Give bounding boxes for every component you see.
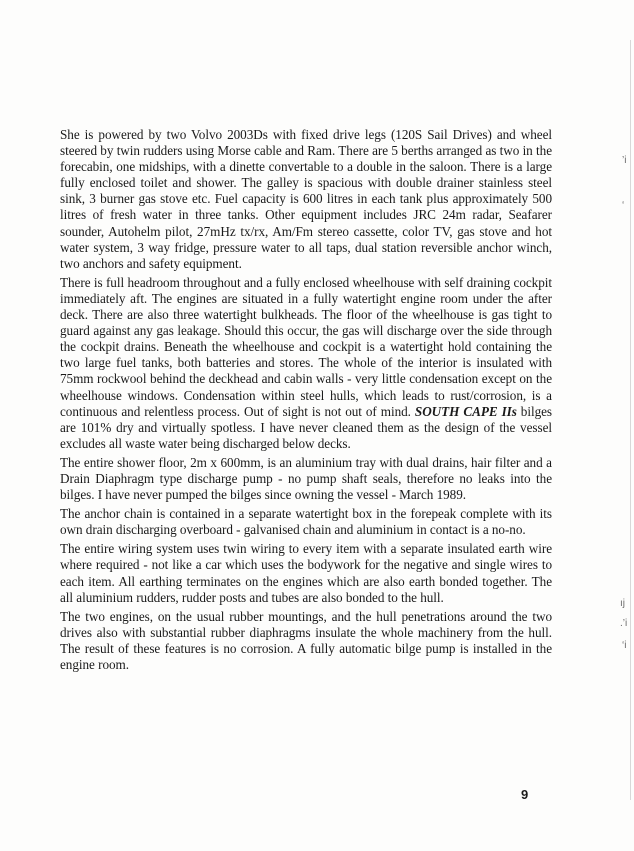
- paragraph-propulsion-accommodation: [60, 127, 552, 272]
- paragraph-wheelhouse-insulation: [60, 275, 552, 452]
- vessel-name: SOUTH CAPE IIs: [414, 403, 517, 419]
- paragraph-text: The entire wiring system uses twin wiring to every item with a separate insulated earth wire where required - not like a car which uses the bodywork for the negative and single wires to each item. All earthing terminates on the engines which are also earth bonded together. The all aluminium rudders, rudder posts and tubes are also bonded to the hull.: [60, 541, 552, 605]
- paragraph-text: The two engines, on the usual rubber mountings, and the hull penetrations around the two drives also with substantial rubber diaphragms insulate the whole machinery from the hull. The result of these features is no corrosion. A fully automatic bilge pump is installed in the engine room.: [60, 608, 552, 672]
- margin-mark: .’i: [620, 618, 628, 629]
- paragraph-wiring-system: [60, 541, 552, 605]
- paragraph-shower-floor: [60, 455, 552, 503]
- paragraph-engine-mountings: [60, 609, 552, 673]
- paragraph-text: There is full headroom throughout and a fully enclosed wheelhouse with self draining cockpit immediately aft. The engines are situated in a fully watertight engine room under the after deck. There are also three watertight bulkheads. The floor of the wheelhouse is gas tight to guard against any gas leakage. Should this occur, the gas will discharge over the side through the cockpit drains. Beneath the wheelhouse and cockpit is a watertight hold containing the two large fuel tanks, both batteries and stores. The whole of the interior is insulated with 75mm rockwool behind the deckhead and cabin walls - very little condensation except on the wheelhouse windows. Condensation within steel hulls, which leads to rust/corrosion, is a continuous and relentless process. Out of sight is not out of mind.: [60, 274, 552, 419]
- margin-mark: ‘: [622, 200, 625, 211]
- scan-edge-divider: [630, 40, 631, 800]
- margin-mark: ‘i: [622, 640, 627, 651]
- margin-mark: ıj: [620, 598, 625, 609]
- page-number: 9: [521, 787, 529, 802]
- paragraph-anchor-chain: [60, 506, 552, 538]
- body-text: [60, 127, 552, 676]
- paragraph-text: She is powered by two Volvo 2003Ds with fixed drive legs (120S Sail Drives) and wheel steered by twin rudders using Morse cable and Ram. There are 5 berths arranged as two in the forecabin, one midships, with a dinette convertable to a double in the saloon. There is a large fully enclosed toilet and shower. The galley is spacious with double drainer stainless steel sink, 3 burner gas stove etc. Fuel capacity is 600 litres in each tank plus approximately 500 litres of fresh water in three tanks. Other equipment includes JRC 24m radar, Seafarer sounder, Autohelm pilot, 27mHz tx/rx, Am/Fm stereo cassette, color TV, gas stove and hot water system, 3 way fridge, pressure water to all taps, dual station reversible anchor winch, two anchors and safety equipment.: [60, 127, 552, 271]
- paragraph-text: bilges are 101% dry and virtually spotless. I have never cleaned them as the design of the vessel excludes all waste water being discharged below decks.: [60, 403, 552, 451]
- paragraph-text: The anchor chain is contained in a separate watertight box in the forepeak complete with its own drain discharging overboard - galvanised chain and aluminium in contact is a no-no.: [60, 506, 552, 538]
- paragraph-text: The entire shower floor, 2m x 600mm, is an aluminium tray with dual drains, hair filter and a Drain Diaphragm type discharge pump - no pump shaft seals, therefore no leaks into the bilges. I have never pumped the bilges since owning the vessel - March 1989.: [60, 454, 552, 503]
- margin-mark: ’i: [622, 155, 627, 166]
